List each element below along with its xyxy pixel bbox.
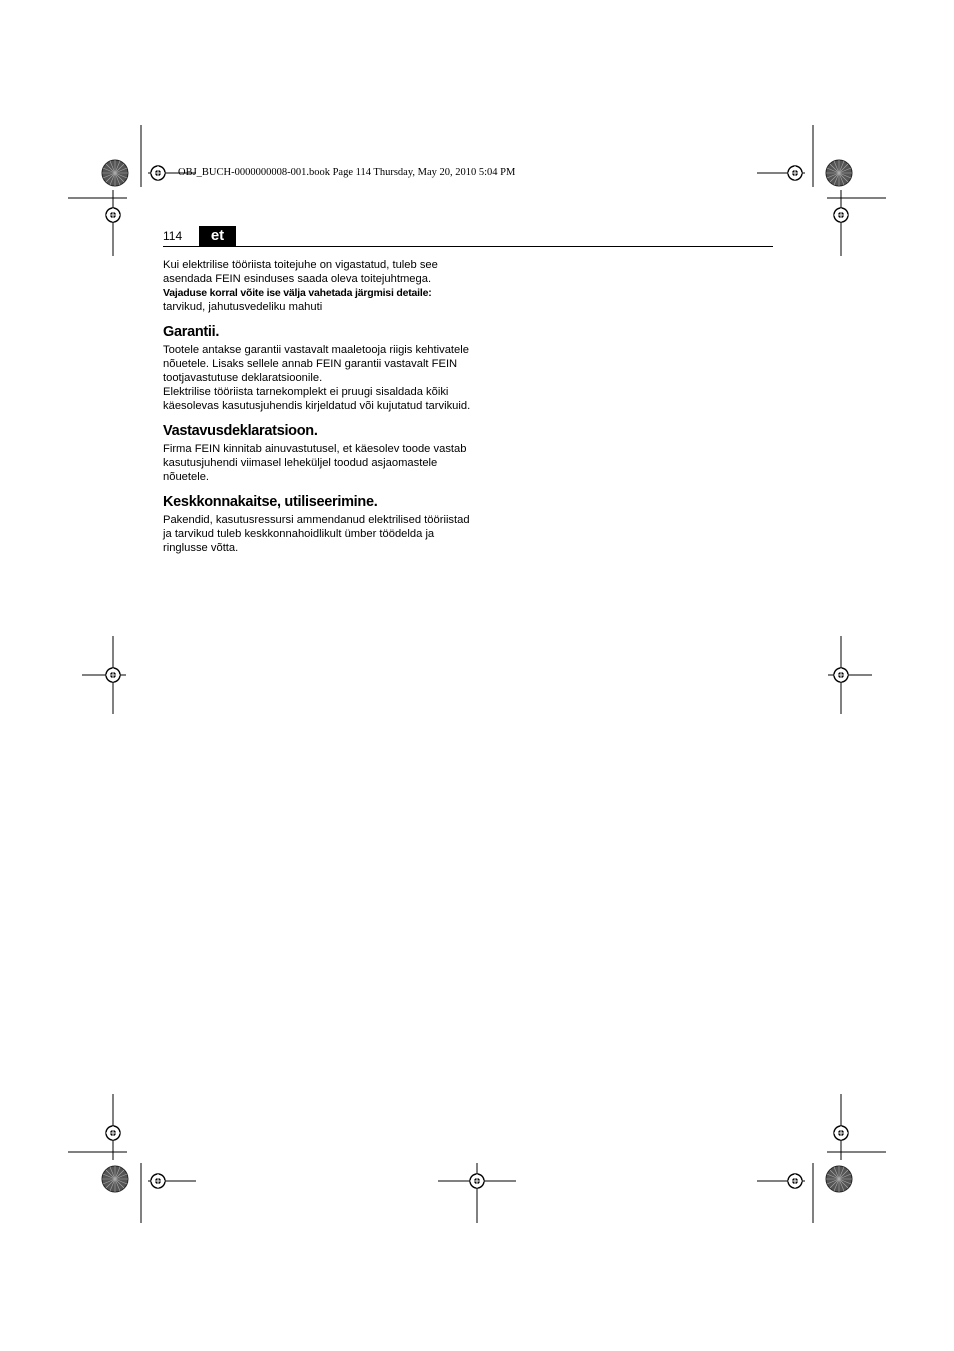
section-title-environment: Keskkonnakaitse, utiliseerimine. bbox=[163, 494, 378, 510]
language-badge: et bbox=[199, 226, 236, 246]
page-number: 114 bbox=[163, 229, 183, 243]
conformity-paragraph: Firma FEIN kinnitab ainuvastutusel, et käesolev toode vastab kasutusjuhendi viimasel leheküljel toodud asjaomastele nõuetele. bbox=[163, 443, 467, 483]
header-rule bbox=[163, 246, 773, 247]
text-column bbox=[163, 258, 473, 555]
replaceable-parts-heading: Vajaduse korral võite ise välja vahetada järgmisi detaile: bbox=[163, 287, 432, 299]
intro-paragraph: Kui elektrilise tööriista toitejuhe on vigastatud, tuleb see asendada FEIN esinduses saada oleva toitejuhtmega. bbox=[163, 259, 438, 285]
warranty-paragraph: Elektrilise tööriista tarnekomplekt ei pruugi sisaldada kõiki käesolevas kasutusjuhendis kirjeldatud või kujutatud tarvikuid. bbox=[163, 386, 471, 412]
warranty-paragraph: Tootele antakse garantii vastavalt maaletooja riigis kehtivatele nõuetele. Lisaks sellele annab FEIN garantii vastavalt FEIN tootjavastutuse deklaratsioonile. bbox=[163, 344, 469, 384]
section-title-conformity: Vastavusdeklaratsioon. bbox=[163, 423, 318, 439]
section-title-warranty: Garantii. bbox=[163, 324, 220, 340]
environment-paragraph: Pakendid, kasutusressursi ammendanud elektrilised tööriistad ja tarvikud tuleb keskkonnahoidlikult ümber töödelda ja ringlusse võtta. bbox=[163, 514, 470, 554]
replaceable-parts-list: tarvikud, jahutusvedeliku mahuti bbox=[163, 301, 323, 313]
book-header: OBJ_BUCH-0000000008-001.book Page 114 Thursday, May 20, 2010 5:04 PM bbox=[178, 167, 516, 178]
